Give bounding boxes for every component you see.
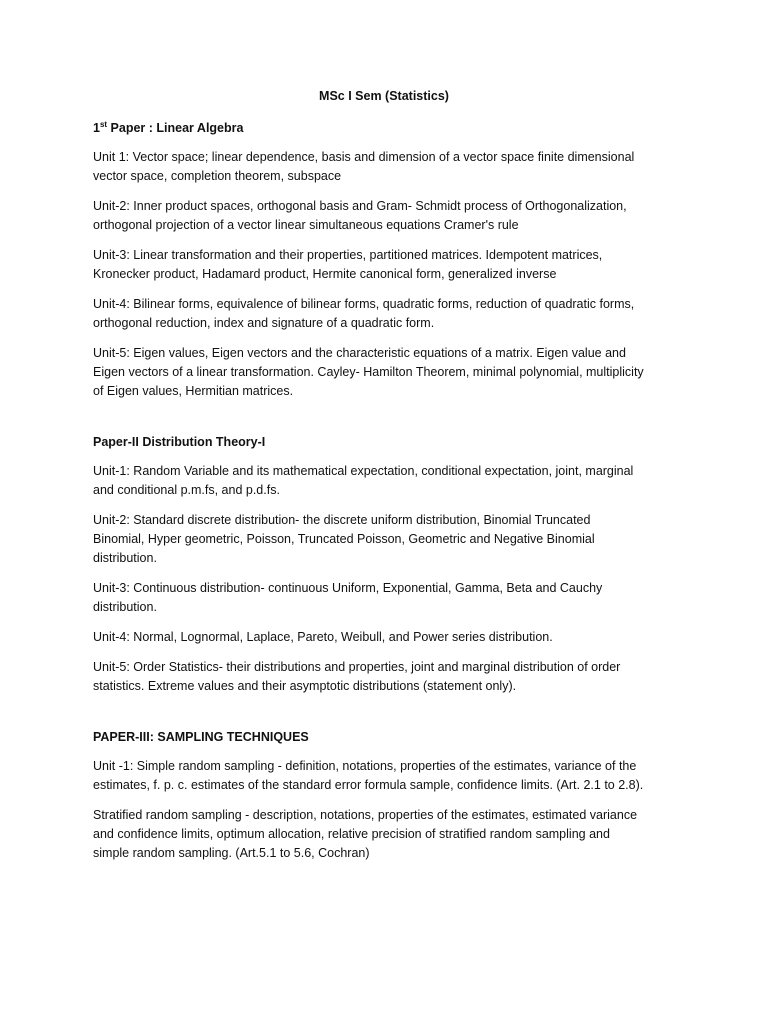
document-content <box>93 119 683 874</box>
paper-3-heading: PAPER-III: SAMPLING TECHNIQUES <box>93 730 309 744</box>
paper-1-unit-5: Unit-5: Eigen values, Eigen vectors and the characteristic equations of a matrix. Eigen value and Eigen vectors of a linear transformation. Cayley- Hamilton Theorem, minimal polynomial, multiplicity of Eigen values, Hermitian matrices. <box>93 346 644 398</box>
paper-1-heading-title: Paper : Linear Algebra <box>107 121 244 135</box>
paper-1-heading-ordinal: st <box>99 119 108 129</box>
paper-1-unit-1: Unit 1: Vector space; linear dependence, basis and dimension of a vector space finite dimensional vector space, completion theorem, subspace <box>93 150 635 183</box>
paper-1-heading-number: 1 <box>93 121 100 135</box>
paper-2-unit-4: Unit-4: Normal, Lognormal, Laplace, Pareto, Weibull, and Power series distribution. <box>93 630 553 644</box>
paper-2-heading: Paper-II Distribution Theory-I <box>93 435 266 449</box>
paper-2-unit-1: Unit-1: Random Variable and its mathematical expectation, conditional expectation, joint, marginal and conditional p.m.fs, and p.d.fs. <box>93 464 634 497</box>
paper-1-unit-4: Unit-4: Bilinear forms, equivalence of bilinear forms, quadratic forms, reduction of quadratic forms, orthogonal reduction, index and signature of a quadratic form. <box>93 297 635 330</box>
paper-2-unit-3: Unit-3: Continuous distribution- continuous Uniform, Exponential, Gamma, Beta and Cauchy distribution. <box>93 581 603 614</box>
document-title: MSc I Sem (Statistics) <box>319 89 449 103</box>
paper-1-heading <box>93 119 683 138</box>
paper-3-unit-1: Unit -1: Simple random sampling - definition, notations, properties of the estimates, variance of the estimates, f. p. c. estimates of the standard error formula sample, confidence limits. (Art. 2.1 to 2.8). <box>93 759 644 792</box>
paper-3-stratified-sampling: Stratified random sampling - description, notations, properties of the estimates, estimated variance and confidence limits, optimum allocation, relative precision of stratified random sampling and simple random sampling. (Art.5.1 to 5.6, Cochran) <box>93 808 638 860</box>
paper-2-unit-2: Unit-2: Standard discrete distribution- the discrete uniform distribution, Binomial Truncated Binomial, Hyper geometric, Poisson, Truncated Poisson, Geometric and Negative Binomial distribution. <box>93 513 595 565</box>
paper-1-unit-2: Unit-2: Inner product spaces, orthogonal basis and Gram- Schmidt process of Orthogonalization, orthogonal projection of a vector linear simultaneous equations Cramer's rule <box>93 199 627 232</box>
paper-2-unit-5: Unit-5: Order Statistics- their distributions and properties, joint and marginal distribution of order statistics. Extreme values and their asymptotic distributions (statement only). <box>93 660 621 693</box>
paper-1-unit-3: Unit-3: Linear transformation and their properties, partitioned matrices. Idempotent matrices, Kronecker product, Hadamard product, Hermite canonical form, generalized inverse <box>93 248 603 281</box>
